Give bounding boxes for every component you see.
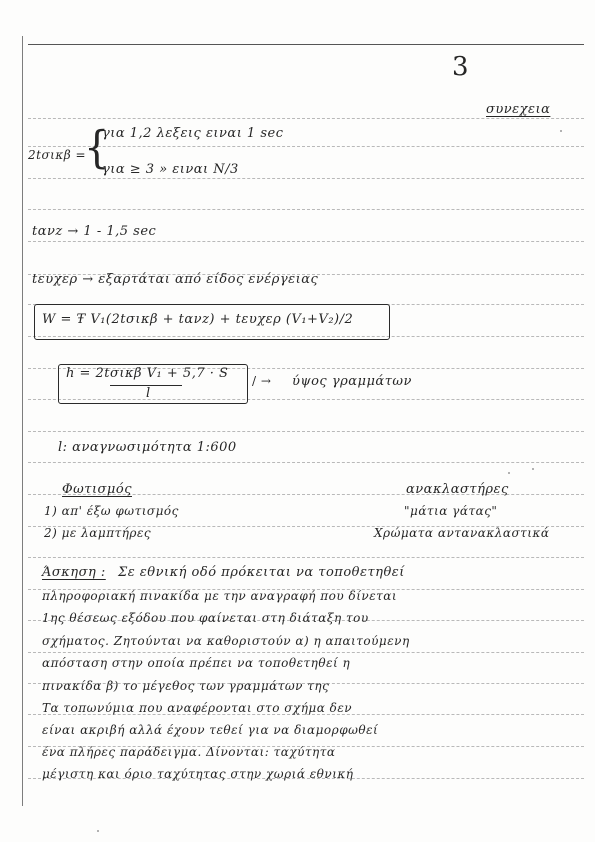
lighting-item-2: 2) με λαμπτήρες	[44, 526, 152, 540]
tsikv-case-b: για ≥ 3 » ειναι N/3	[102, 162, 239, 177]
arrow-icon: / →	[252, 374, 272, 388]
scan-speck	[508, 472, 510, 474]
formula-h-note: ύψος γραμμάτων	[292, 374, 412, 389]
rule-line	[28, 557, 584, 558]
scan-speck	[560, 130, 562, 132]
formula-h: h = 2tσικβ V₁ + 5,7 · S	[66, 366, 229, 381]
l-definition: l: αναγνωσιμότητα 1:600	[58, 440, 237, 455]
continuation-label: συνεχεια	[486, 102, 551, 117]
exercise-line: είναι ακριβή αλλά έχουν τεθεί για να διαμορφωθεί	[42, 723, 379, 737]
brace-icon: {	[84, 122, 110, 174]
exercise-label: Άσκηση :	[42, 565, 106, 580]
margin-line	[22, 36, 23, 806]
exercise-line: απόσταση στην οποία πρέπει να τοποθετηθεί η	[42, 656, 351, 670]
exercise-line: ένα πλήρες παράδειγμα. Δίνονται: ταχύτητα	[42, 745, 336, 759]
lighting-item-1: 1) απ' έξω φωτισμός	[44, 504, 179, 518]
reflector-item-1: "μάτια γάτας"	[404, 504, 498, 518]
rule-line	[28, 652, 584, 653]
reflectors-heading: ανακλαστήρες	[406, 482, 509, 497]
exercise-line: Σε εθνική οδό πρόκειται να τοποθετηθεί	[118, 565, 405, 580]
rule-line	[28, 241, 584, 242]
rule-line	[28, 118, 584, 119]
lighting-heading: Φωτισμός	[62, 482, 132, 497]
rule-line	[28, 146, 584, 147]
tanz-line: tανz → 1 - 1,5 sec	[32, 224, 157, 239]
formula-w: W = Ŧ V₁(2tσικβ + tανz) + tευχερ (V₁+V₂)/2	[42, 312, 354, 327]
reflector-item-2: Χρώματα αντανακλαστικά	[374, 526, 550, 540]
scan-speck	[532, 468, 534, 470]
rule-line	[28, 462, 584, 463]
exercise-line: μέγιστη και όριο ταχύτητας στην χωριά εθνική	[42, 767, 354, 781]
tsikv-case-a: για 1,2 λεξεις ειναι 1 sec	[102, 126, 284, 141]
scan-speck	[97, 830, 99, 832]
teuxer-line: tευχερ → εξαρτάται από είδος ενέργειας	[32, 272, 319, 287]
exercise-line: σχήματος. Ζητούνται να καθοριστούν α) η απαιτούμενη	[42, 634, 410, 648]
exercise-line: πινακίδα β) το μέγεθος των γραμμάτων της	[42, 679, 330, 693]
formula-h-denominator: l	[146, 386, 151, 401]
exercise-line: 1ης θέσεως εξόδου που φαίνεται στη διάταξη του	[42, 611, 369, 625]
rule-line	[28, 209, 584, 210]
exercise-line: Τα τοπωνύμια που αναφέρονται στο σχήμα δεν	[42, 701, 353, 715]
tsikv-label: 2tσικβ =	[28, 148, 87, 162]
page-number: 3	[452, 52, 470, 82]
exercise-line: πληροφοριακή πινακίδα με την αναγραφή που δίνεται	[42, 589, 398, 603]
rule-line	[28, 44, 584, 45]
rule-line	[28, 178, 584, 179]
rule-line	[28, 431, 584, 432]
